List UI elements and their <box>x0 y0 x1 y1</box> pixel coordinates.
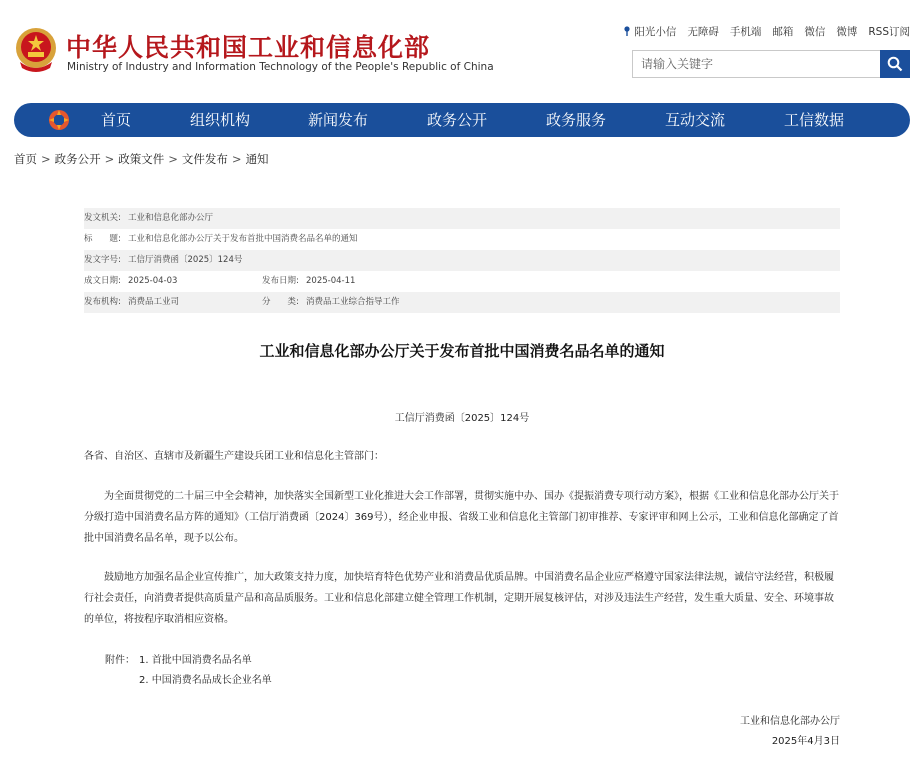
search-input[interactable] <box>633 51 881 77</box>
site-name-en: Ministry of Industry and Information Technology of the People's Republic of China <box>67 61 494 73</box>
top-link-sunshine[interactable] <box>623 24 676 39</box>
national-emblem-icon <box>14 26 58 74</box>
sunshine-icon <box>623 26 631 36</box>
article-salutation: 各省、自治区、直辖市及新疆生产建设兵团工业和信息化主管部门： <box>84 451 384 462</box>
meta-value: 消费品工业司 <box>128 297 180 307</box>
nav-item-government-services[interactable]: 政务服务 <box>546 111 607 129</box>
meta-label: 成文日期: <box>84 276 121 286</box>
article-date: 2025年4月3日 <box>771 736 840 747</box>
article-paragraph: 为全面贯彻党的二十届三中全会精神，加快落实全国新型工业化推进大会工作部署，贯彻实施中办、国办《提振消费专项行动方案》，根据《工业和信息化部办公厅关于分级打造中国消费名品方阵的通知》（工信厅消费函〔2024〕369号），经企业申报、省级工业和信息化主管部门初审推荐、专家评审和网上公示，工业和信息化部确定了首批中国消费名品名单，现予以公布。 <box>84 491 839 544</box>
nav-item-home[interactable]: 首页 <box>101 111 132 129</box>
meta-value: 2025-04-03 <box>128 276 178 286</box>
meta-row-subject <box>84 229 840 250</box>
top-link-label: 阳光小信 <box>634 26 677 38</box>
breadcrumb-document-release[interactable]: 文件发布 <box>181 152 228 166</box>
main-nav <box>14 103 910 137</box>
breadcrumb <box>14 151 269 167</box>
breadcrumb-policy-documents[interactable]: 政策文件 <box>118 152 165 166</box>
attachment-link[interactable]: 1. 首批中国消费名品名单 <box>139 655 252 666</box>
top-link-weibo[interactable]: 微博 <box>836 26 858 38</box>
meta-value: 消费品工业综合指导工作 <box>306 297 400 307</box>
site-name[interactable]: 中华人民共和国工业和信息化部 <box>66 33 431 62</box>
meta-label: 发文字号: <box>84 255 121 265</box>
top-link-mobile[interactable]: 手机端 <box>729 26 762 38</box>
nav-item-interaction[interactable]: 互动交流 <box>665 111 726 129</box>
meta-label: 标 题: <box>84 234 121 244</box>
meta-label: 发布日期: <box>262 276 299 286</box>
meta-value: 工信厅消费函〔2025〕124号 <box>128 255 243 265</box>
article-signature: 工业和信息化部办公厅 <box>740 716 840 727</box>
breadcrumb-home[interactable]: 首页 <box>14 152 37 166</box>
breadcrumb-notice[interactable]: 通知 <box>245 152 269 166</box>
meta-label: 分 类: <box>262 297 299 307</box>
top-link-rss[interactable]: RSS订阅 <box>868 26 910 38</box>
breadcrumb-government-affairs[interactable]: 政务公开 <box>54 152 101 166</box>
nav-item-organization[interactable]: 组织机构 <box>190 111 251 129</box>
top-link-mail[interactable]: 邮箱 <box>772 26 794 38</box>
meta-label: 发文机关: <box>84 213 121 223</box>
ministry-logo-icon <box>47 109 71 131</box>
breadcrumb-separator: > <box>168 152 178 166</box>
search-icon <box>887 56 903 72</box>
nav-item-data[interactable]: 工信数据 <box>784 111 845 129</box>
attachment-link[interactable]: 2. 中国消费名品成长企业名单 <box>139 675 272 686</box>
search-box <box>632 50 910 78</box>
search-button[interactable] <box>880 50 910 78</box>
article-title: 工业和信息化部办公厅关于发布首批中国消费名品名单的通知 <box>259 342 665 360</box>
meta-label: 发布机构: <box>84 297 121 307</box>
meta-row-dates <box>84 271 840 292</box>
nav-item-news[interactable]: 新闻发布 <box>308 111 369 129</box>
meta-row-issuer <box>84 208 840 229</box>
article-paragraph: 鼓励地方加强名品企业宣传推广，加大政策支持力度，加快培育特色优势产业和消费品优质品牌。中国消费名品企业应严格遵守国家法律法规，诚信守法经营，积极履行社会责任，向消费者提供高质量产品和高品质服务。工业和信息化部建立健全管理工作机制，定期开展复核评估，对涉及违法生产经营，发生重大质量、安全、环境事故的单位，将按程序取消相应资格。 <box>84 572 834 625</box>
meta-value: 工业和信息化部办公厅关于发布首批中国消费名品名单的通知 <box>128 234 358 244</box>
top-link-accessibility[interactable]: 无障碍 <box>687 26 719 38</box>
breadcrumb-separator: > <box>41 152 51 166</box>
attachment-label: 附件： <box>105 655 135 666</box>
top-link-wechat[interactable]: 微信 <box>804 26 826 38</box>
meta-value: 工业和信息化部办公厅 <box>128 213 214 223</box>
meta-row-agency <box>84 292 840 313</box>
breadcrumb-separator: > <box>231 152 242 166</box>
top-links <box>623 24 910 39</box>
nav-item-government-affairs[interactable]: 政务公开 <box>427 111 488 129</box>
meta-value: 2025-04-11 <box>306 276 356 286</box>
breadcrumb-separator: > <box>104 152 115 166</box>
site-header <box>0 0 924 100</box>
document-meta <box>84 208 840 313</box>
article-doc-number: 工信厅消费函〔2025〕124号 <box>394 413 530 424</box>
meta-row-docno <box>84 250 840 271</box>
